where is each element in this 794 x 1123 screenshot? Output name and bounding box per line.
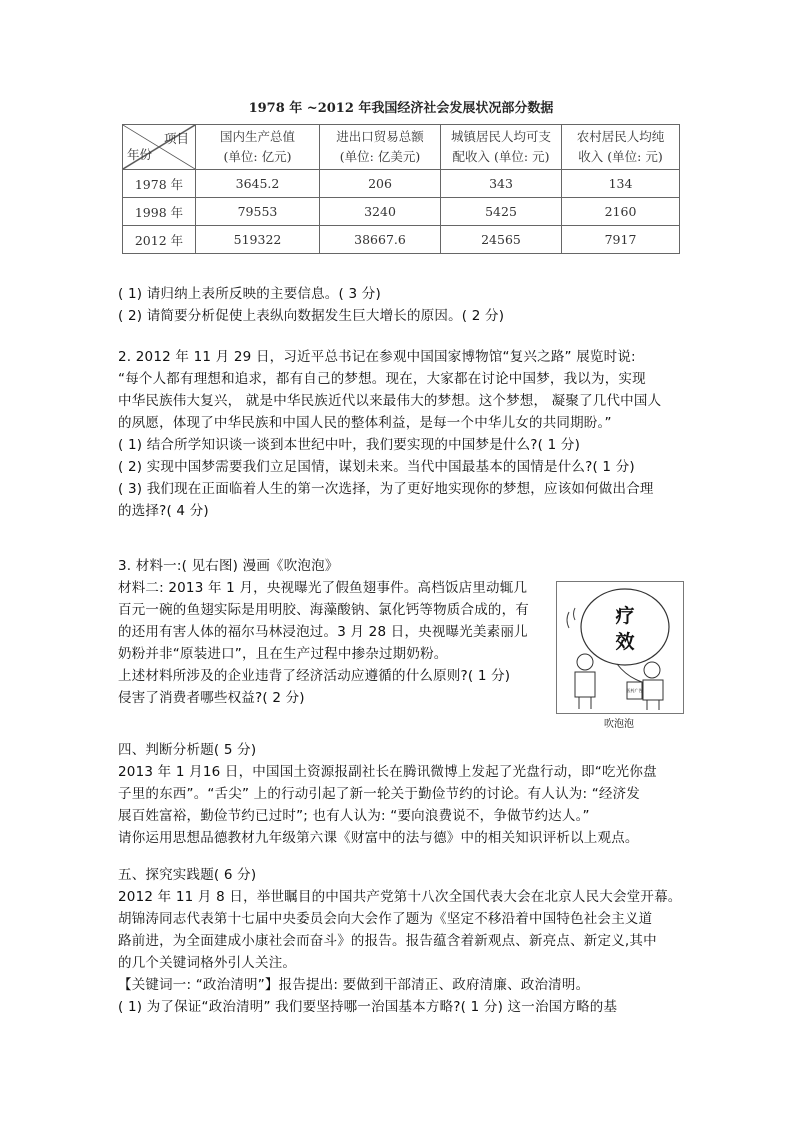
value-cell: 79553 xyxy=(196,198,320,226)
value-cell: 24565 xyxy=(441,226,562,254)
text-line: ( 3) 我们现在正面临着人生的第一次选择，为了更好地实现你的梦想，应该如何做出合理 xyxy=(118,481,654,497)
header-cell xyxy=(196,125,320,170)
cartoon-drawing xyxy=(557,582,683,713)
corner-cell xyxy=(123,125,196,170)
text-line: 胡锦涛同志代表第十七届中央委员会向大会作了题为《坚定不移沿着中国特色社会主义道 xyxy=(118,911,653,927)
header-line: 国内生产总值 xyxy=(219,129,295,144)
header-line: 配收入 (单位: 元) xyxy=(452,149,550,164)
corner-bottom-label: 年份 xyxy=(127,147,153,162)
text-line: ( 2) 请简要分析促使上表纵向数据发生巨大增长的原因。( 2 分) xyxy=(118,308,505,324)
table-row xyxy=(123,170,680,198)
text-line: 侵害了消费者哪些权益?( 2 分) xyxy=(118,690,305,706)
value-cell: 2160 xyxy=(562,198,680,226)
text-line: 的夙愿，体现了中华民族和中国人民的整体利益，是每一个中华儿女的共同期盼。” xyxy=(118,415,612,431)
value-cell: 519322 xyxy=(196,226,320,254)
year-cell: 1998 年 xyxy=(123,198,196,226)
header-line: 进出口贸易总额 xyxy=(336,129,424,144)
question-3-block xyxy=(118,555,548,709)
year-cell: 2012 年 xyxy=(123,226,196,254)
text-line: ( 2) 实现中国梦需要我们立足国情，谋划未来。当代中国最基本的国情是什么?( 1 分) xyxy=(118,459,635,475)
value-cell: 38667.6 xyxy=(320,226,441,254)
table-row xyxy=(123,226,680,254)
year-cell: 1978 年 xyxy=(123,170,196,198)
header-line: 城镇居民人均可支 xyxy=(450,129,551,144)
text-line: 百元一碗的鱼翅实际是用明胶、海藻酸钠、氯化钙等物质合成的，有 xyxy=(118,602,529,618)
table-title: 1978 年 ~2012 年我国经济社会发展状况部分数据 xyxy=(248,101,554,116)
text-line: ( 1) 结合所学知识谈一谈到本世纪中叶，我们要实现的中国梦是什么?( 1 分) xyxy=(118,437,581,453)
text-line: ( 1) 为了保证“政治清明” 我们要坚持哪一治国基本方略?( 1 分) 这一治国方略的基 xyxy=(118,999,618,1015)
text-line: 材料二: 2013 年 1 月，央视曝光了假鱼翅事件。高档饭店里动辄几 xyxy=(118,580,528,596)
corner-top-label: 项目 xyxy=(163,131,189,146)
bubble-text: 效 xyxy=(615,631,635,653)
text-line: 请你运用思想品德教材九年级第六课《财富中的法与德》中的相关知识评析以上观点。 xyxy=(118,830,639,846)
value-cell: 7917 xyxy=(562,226,680,254)
text-line: “每个人都有理想和追求，都有自己的梦想。现在，大家都在讨论中国梦，我以为，实现 xyxy=(118,371,646,387)
value-cell: 3645.2 xyxy=(196,170,320,198)
text-line: 中华民族伟大复兴， 就是中华民族近代以来最伟大的梦想。这个梦想， 凝聚了几代中国人 xyxy=(118,393,662,409)
text-line: ( 1) 请归纳上表所反映的主要信息。( 3 分) xyxy=(118,286,381,302)
text-line: 展百姓富裕，勤俭节约已过时”; 也有人认为: “要向浪费说不，争做节约达人。” xyxy=(118,808,590,824)
text-line: 2. 2012 年 11 月 29 日，习近平总书记在参观中国国家博物馆“复兴之路” 展览时说: xyxy=(118,349,636,365)
section-5-block xyxy=(118,864,688,1018)
text-line: 3. 材料一:( 见右图) 漫画《吹泡泡》 xyxy=(118,558,339,574)
text-line: 子里的东西”。“舌尖” 上的行动引起了新一轮关于勤俭节约的讨论。有人认为: “经济发 xyxy=(118,786,641,802)
cartoon-image xyxy=(556,581,684,714)
text-line: 路前进，为全面建成小康社会而奋斗》的报告。报告蕴含着新观点、新亮点、新定义,其中 xyxy=(118,933,657,949)
value-cell: 5425 xyxy=(441,198,562,226)
header-line: (单位: 亿元) xyxy=(223,149,292,164)
value-cell: 134 xyxy=(562,170,680,198)
table-row xyxy=(123,198,680,226)
section-4-block xyxy=(118,739,688,849)
text-line: 上述材料所涉及的企业违背了经济活动应遵循的什么原则?( 1 分) xyxy=(118,668,511,684)
question-2-block xyxy=(118,346,688,522)
header-line: 收入 (单位: 元) xyxy=(578,149,663,164)
table-header-row xyxy=(123,125,680,170)
header-line: (单位: 亿美元) xyxy=(339,149,421,164)
text-line: 的几个关键词格外引人关注。 xyxy=(118,955,297,971)
jar-label: 医药广告 xyxy=(626,688,643,693)
section-heading: 五、探究实践题( 6 分) xyxy=(118,867,257,883)
section-heading: 四、判断分析题( 5 分) xyxy=(118,742,257,758)
text-line: 2012 年 11 月 8 日，举世瞩目的中国共产党第十八次全国代表大会在北京人民大会堂开幕。 xyxy=(118,889,682,905)
data-table xyxy=(122,124,680,254)
value-cell: 343 xyxy=(441,170,562,198)
header-cell xyxy=(320,125,441,170)
value-cell: 3240 xyxy=(320,198,441,226)
text-line: 的还用有害人体的福尔马林浸泡过。3 月 28 日，央视曝光美素丽儿 xyxy=(118,624,528,640)
value-cell: 206 xyxy=(320,170,441,198)
text-line: 【关键词一: “政治清明”】报告提出: 要做到干部清正、政府清廉、政治清明。 xyxy=(118,977,590,993)
text-line: 2013 年 1 月16 日，中国国土资源报副社长在腾讯微博上发起了光盘行动，即“吃光你盘 xyxy=(118,764,657,780)
header-cell xyxy=(441,125,562,170)
header-cell xyxy=(562,125,680,170)
bubble-text: 疗 xyxy=(615,605,635,627)
question-1-block xyxy=(118,283,688,327)
cartoon-caption: 吹泡泡 xyxy=(604,719,634,730)
header-line: 农村居民人均纯 xyxy=(576,129,665,144)
text-line: 奶粉并非“原装进口”，且在生产过程中掺杂过期奶粉。 xyxy=(118,646,448,662)
text-line: 的选择?( 4 分) xyxy=(118,503,209,519)
